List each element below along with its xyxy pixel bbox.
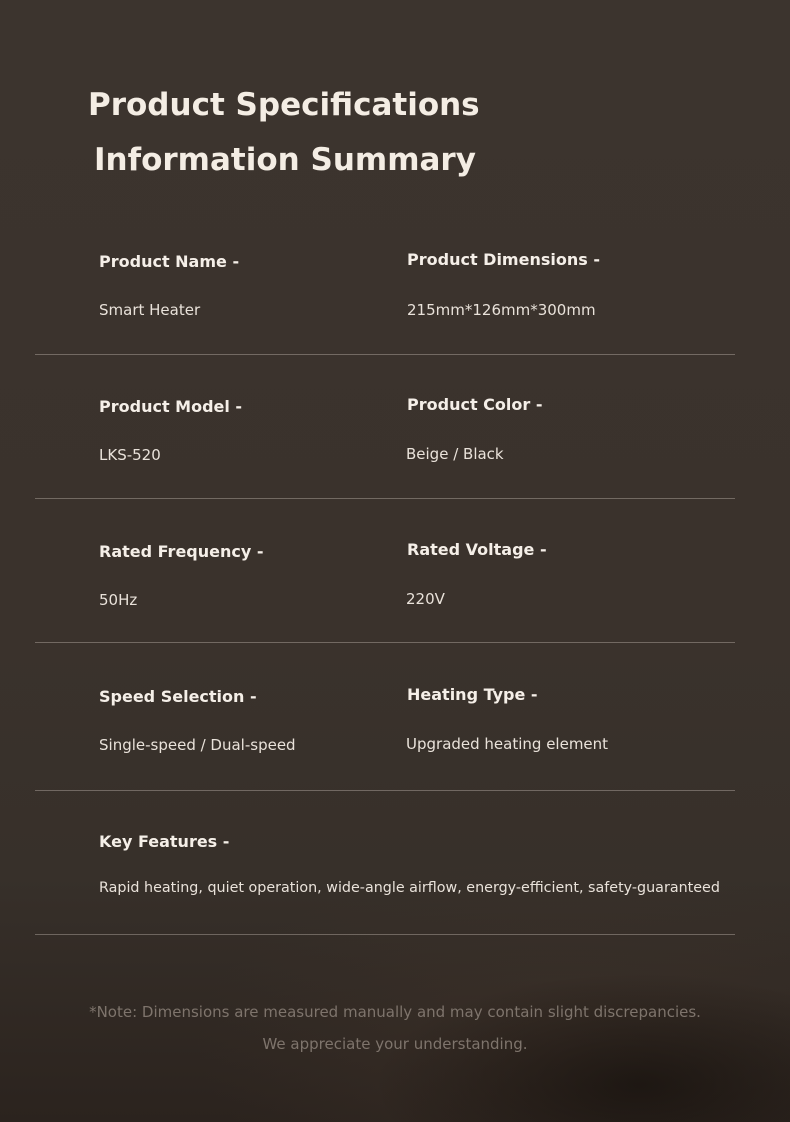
spec-label: Rated Frequency - [99, 542, 264, 561]
spec-label: Key Features - [99, 832, 230, 851]
spec-label: Heating Type - [407, 685, 538, 704]
spec-row [35, 230, 735, 355]
spec-label: Product Model - [99, 397, 243, 416]
spec-value: 50Hz [99, 591, 138, 609]
spec-value: Beige / Black [406, 445, 504, 463]
spec-label: Product Name - [99, 252, 240, 271]
spec-row [35, 355, 735, 499]
spec-value: Rapid heating, quiet operation, wide-angle airflow, energy-efficient, safety-guaranteed [99, 880, 720, 896]
spec-value: Smart Heater [99, 301, 201, 319]
footnote-line-1: *Note: Dimensions are measured manually and may contain slight discrepancies. [89, 1003, 701, 1021]
spec-label: Speed Selection - [99, 687, 257, 706]
footnote-line-2: We appreciate your understanding. [262, 1035, 528, 1053]
spec-label: Product Color - [407, 395, 543, 414]
spec-row [35, 791, 735, 935]
spec-label: Product Dimensions - [407, 250, 600, 269]
spec-value: Upgraded heating element [406, 735, 609, 753]
spec-value: 220V [406, 590, 445, 608]
spec-row [35, 643, 735, 791]
title-line-1: Product Specifications [88, 87, 480, 123]
spec-row [35, 499, 735, 643]
spec-value: Single-speed / Dual-speed [99, 736, 296, 754]
spec-value: LKS-520 [99, 446, 161, 464]
spec-label: Rated Voltage - [407, 540, 547, 559]
title-line-2: Information Summary [94, 142, 476, 178]
spec-value: 215mm*126mm*300mm [407, 301, 596, 319]
page-title [88, 78, 480, 188]
